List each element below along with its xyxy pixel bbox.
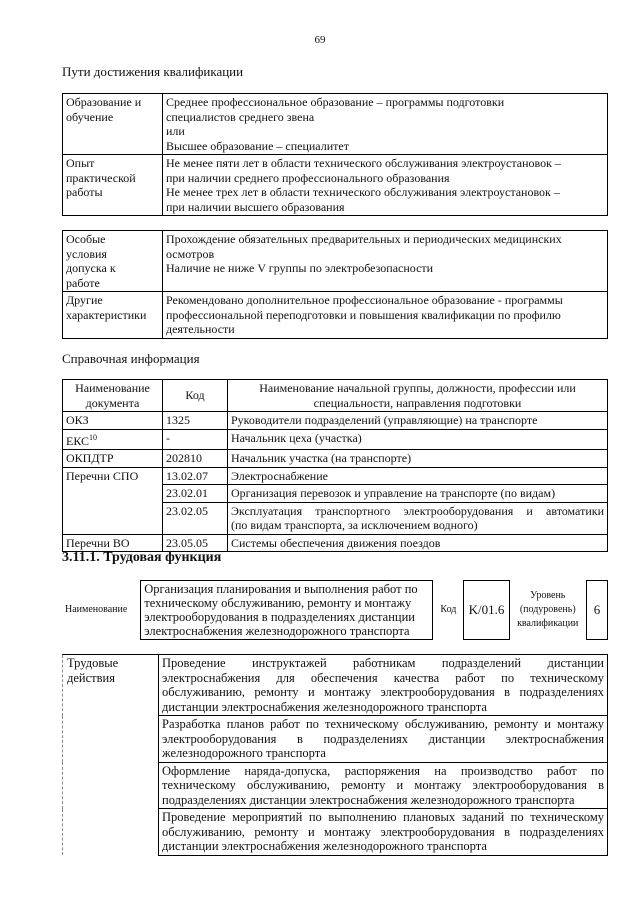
code-value: K/01.6 <box>464 581 509 640</box>
name-line: Эксплуатация транспортного электрооборудования и автоматики <box>231 503 604 518</box>
cell-doc: Перечни ВО <box>63 534 163 552</box>
action-line: дистанции электроснабжения железнодорожного транспорта <box>162 839 487 853</box>
doc-text: ЕКС <box>66 433 90 448</box>
label-line: характеристики <box>66 307 147 322</box>
table-row <box>63 429 608 450</box>
row-content <box>163 94 608 155</box>
action-item <box>159 809 608 856</box>
table-row <box>63 292 608 339</box>
header-line: Наименование начальной группы, должности, профессии или <box>259 381 576 395</box>
content-line: Наличие не ниже V группы по электробезопасности <box>166 261 434 275</box>
action-item <box>159 655 608 716</box>
code-label: Код <box>440 604 457 615</box>
header-line: Наименование <box>75 381 150 395</box>
action-line: обслуживанию, ремонту и монтажу электрооборудования в подразделениях <box>162 824 604 839</box>
cell-code: 13.02.07 <box>163 467 228 485</box>
row-label <box>63 292 163 339</box>
action-item <box>159 716 608 763</box>
cell-code: 23.02.01 <box>163 485 228 503</box>
function-info-table <box>62 580 608 640</box>
content-line: Не менее пяти лет в области технического обслуживания электроустановок – <box>166 156 561 170</box>
row-label <box>63 94 163 155</box>
table-row <box>63 467 608 485</box>
cell-name: Начальник цеха (участка) <box>228 429 608 450</box>
action-line: Проведение инструктажей работникам подразделений дистанции <box>162 656 604 670</box>
cell-doc: ОКПДТР <box>63 450 163 468</box>
cell-doc: Перечни СПО <box>63 467 163 534</box>
table-row <box>63 94 608 155</box>
header-doc <box>63 380 163 412</box>
footnote-mark: 10 <box>89 432 98 442</box>
action-line: электрооборудования в подразделениях дистанции электроснабжения <box>162 731 604 746</box>
label-line: работы <box>66 185 103 199</box>
label-line: практической <box>66 170 136 185</box>
action-line: подразделениях дистанции электроснабжения железнодорожного транспорта <box>162 792 575 807</box>
page-number: 69 <box>314 34 326 46</box>
content-line: Прохождение обязательных предварительных и периодических медицинских <box>166 232 562 246</box>
level-label-line: квалификации <box>517 618 579 629</box>
action-line: техническому обслуживанию, ремонту и монтажу электрооборудования в <box>162 778 604 792</box>
content-line: или <box>166 124 185 138</box>
table-row <box>63 534 608 552</box>
action-line: железнодорожного транспорта <box>162 746 326 760</box>
row-content <box>163 292 608 339</box>
level-label-line: Уровень <box>530 590 566 601</box>
cell-code: - <box>163 429 228 450</box>
section-paths-heading: Пути достижения квалификации <box>62 64 244 79</box>
name-line: (по видам транспорта, за исключением водного) <box>231 518 478 532</box>
actions-label-line: Трудовые <box>67 656 119 670</box>
table-row <box>63 231 608 292</box>
function-name <box>141 581 433 640</box>
header-name <box>228 380 608 412</box>
action-line: Оформление наряда-допуска, распоряжения на производство работ по <box>162 763 604 778</box>
action-line: дистанции электроснабжения железнодорожного транспорта <box>162 699 487 714</box>
function-heading: 3.11.1. Трудовая функция <box>62 550 222 565</box>
cell-doc: ОКЗ <box>63 412 163 430</box>
function-name-line: электрооборудования в подразделениях дистанции <box>144 610 415 624</box>
cell-name: Организация перевозок и управление на транспорте (по видам) <box>228 485 608 503</box>
function-name-line: электроснабжения железнодорожного транспорта <box>144 624 410 638</box>
content-line: при наличии высшего образования <box>166 199 345 214</box>
content-line: осмотров <box>166 246 215 261</box>
cell-code: 23.02.05 <box>163 502 228 534</box>
action-line: электроснабжения для обеспечения качества работ по техническому <box>162 670 604 685</box>
content-line: Высшее образование – специалитет <box>166 138 349 153</box>
action-line: Проведение мероприятий по выполнению плановых заданий по техническому <box>162 810 604 824</box>
action-line: обслуживанию, ремонту и монтажу электрооборудования в подразделениях <box>162 685 604 699</box>
content-line: Среднее профессиональное образование – программы подготовки <box>166 95 505 109</box>
row-label <box>63 231 163 292</box>
row-content <box>163 155 608 216</box>
header-code: Код <box>163 380 228 412</box>
level-label <box>509 581 586 640</box>
table-row <box>63 412 608 430</box>
action-row <box>63 655 608 716</box>
cell-doc <box>63 429 163 450</box>
actions-label-line: действия <box>67 670 115 685</box>
qualification-table-conditions <box>62 230 608 339</box>
table-row <box>63 450 608 468</box>
cell-name: Системы обеспечения движения поездов <box>228 534 608 552</box>
row-label <box>63 155 163 216</box>
action-line: Разработка планов работ по техническому обслуживанию, ремонту и монтажу <box>162 717 604 731</box>
table-header-row <box>63 380 608 412</box>
content-line: Рекомендовано дополнительное профессиональное образование - программы <box>166 293 563 307</box>
header-line: специальности, направления подготовки <box>313 395 522 410</box>
function-name-line: Организация планирования и выполнения работ по <box>144 582 418 596</box>
label-line: Опыт <box>66 156 95 170</box>
cell-code: 23.05.05 <box>163 534 228 552</box>
function-name-line: техническому обслуживанию, ремонту и монтажу <box>144 596 412 610</box>
qualification-table-education <box>62 93 608 216</box>
cell-code: 1325 <box>163 412 228 430</box>
label-line: Другие <box>66 293 103 307</box>
actions-label <box>63 655 159 856</box>
label-line: условия <box>66 246 107 261</box>
label-line: Особые <box>66 232 106 246</box>
section-reference-heading: Справочная информация <box>62 351 200 366</box>
action-item <box>159 762 608 809</box>
row-content <box>163 231 608 292</box>
label-line: работе <box>66 275 100 290</box>
content-line: при наличии среднего профессионального образования <box>166 170 450 185</box>
name-label: Наименование <box>65 604 128 615</box>
reference-table <box>62 379 608 552</box>
label-line: обучение <box>66 109 114 124</box>
level-value: 6 <box>586 581 607 640</box>
content-line: профессиональной переподготовки и повышения квалификации по профилю <box>166 307 561 322</box>
content-line: специалистов среднего звена <box>166 109 315 124</box>
cell-name <box>228 502 608 534</box>
label-line: допуска к <box>66 261 116 275</box>
actions-table <box>62 654 608 856</box>
content-line: деятельности <box>166 322 235 336</box>
header-line: документа <box>85 395 140 410</box>
level-label-line: (подуровень) <box>519 604 576 615</box>
cell-code: 202810 <box>163 450 228 468</box>
cell-name: Электроснабжение <box>228 467 608 485</box>
table-row <box>63 155 608 216</box>
cell-name: Начальник участка (на транспорте) <box>228 450 608 468</box>
content-line: Не менее трех лет в области технического обслуживания электроустановок – <box>166 185 560 199</box>
cell-name: Руководители подразделений (управляющие) на транспорте <box>228 412 608 430</box>
label-line: Образование и <box>66 95 142 109</box>
